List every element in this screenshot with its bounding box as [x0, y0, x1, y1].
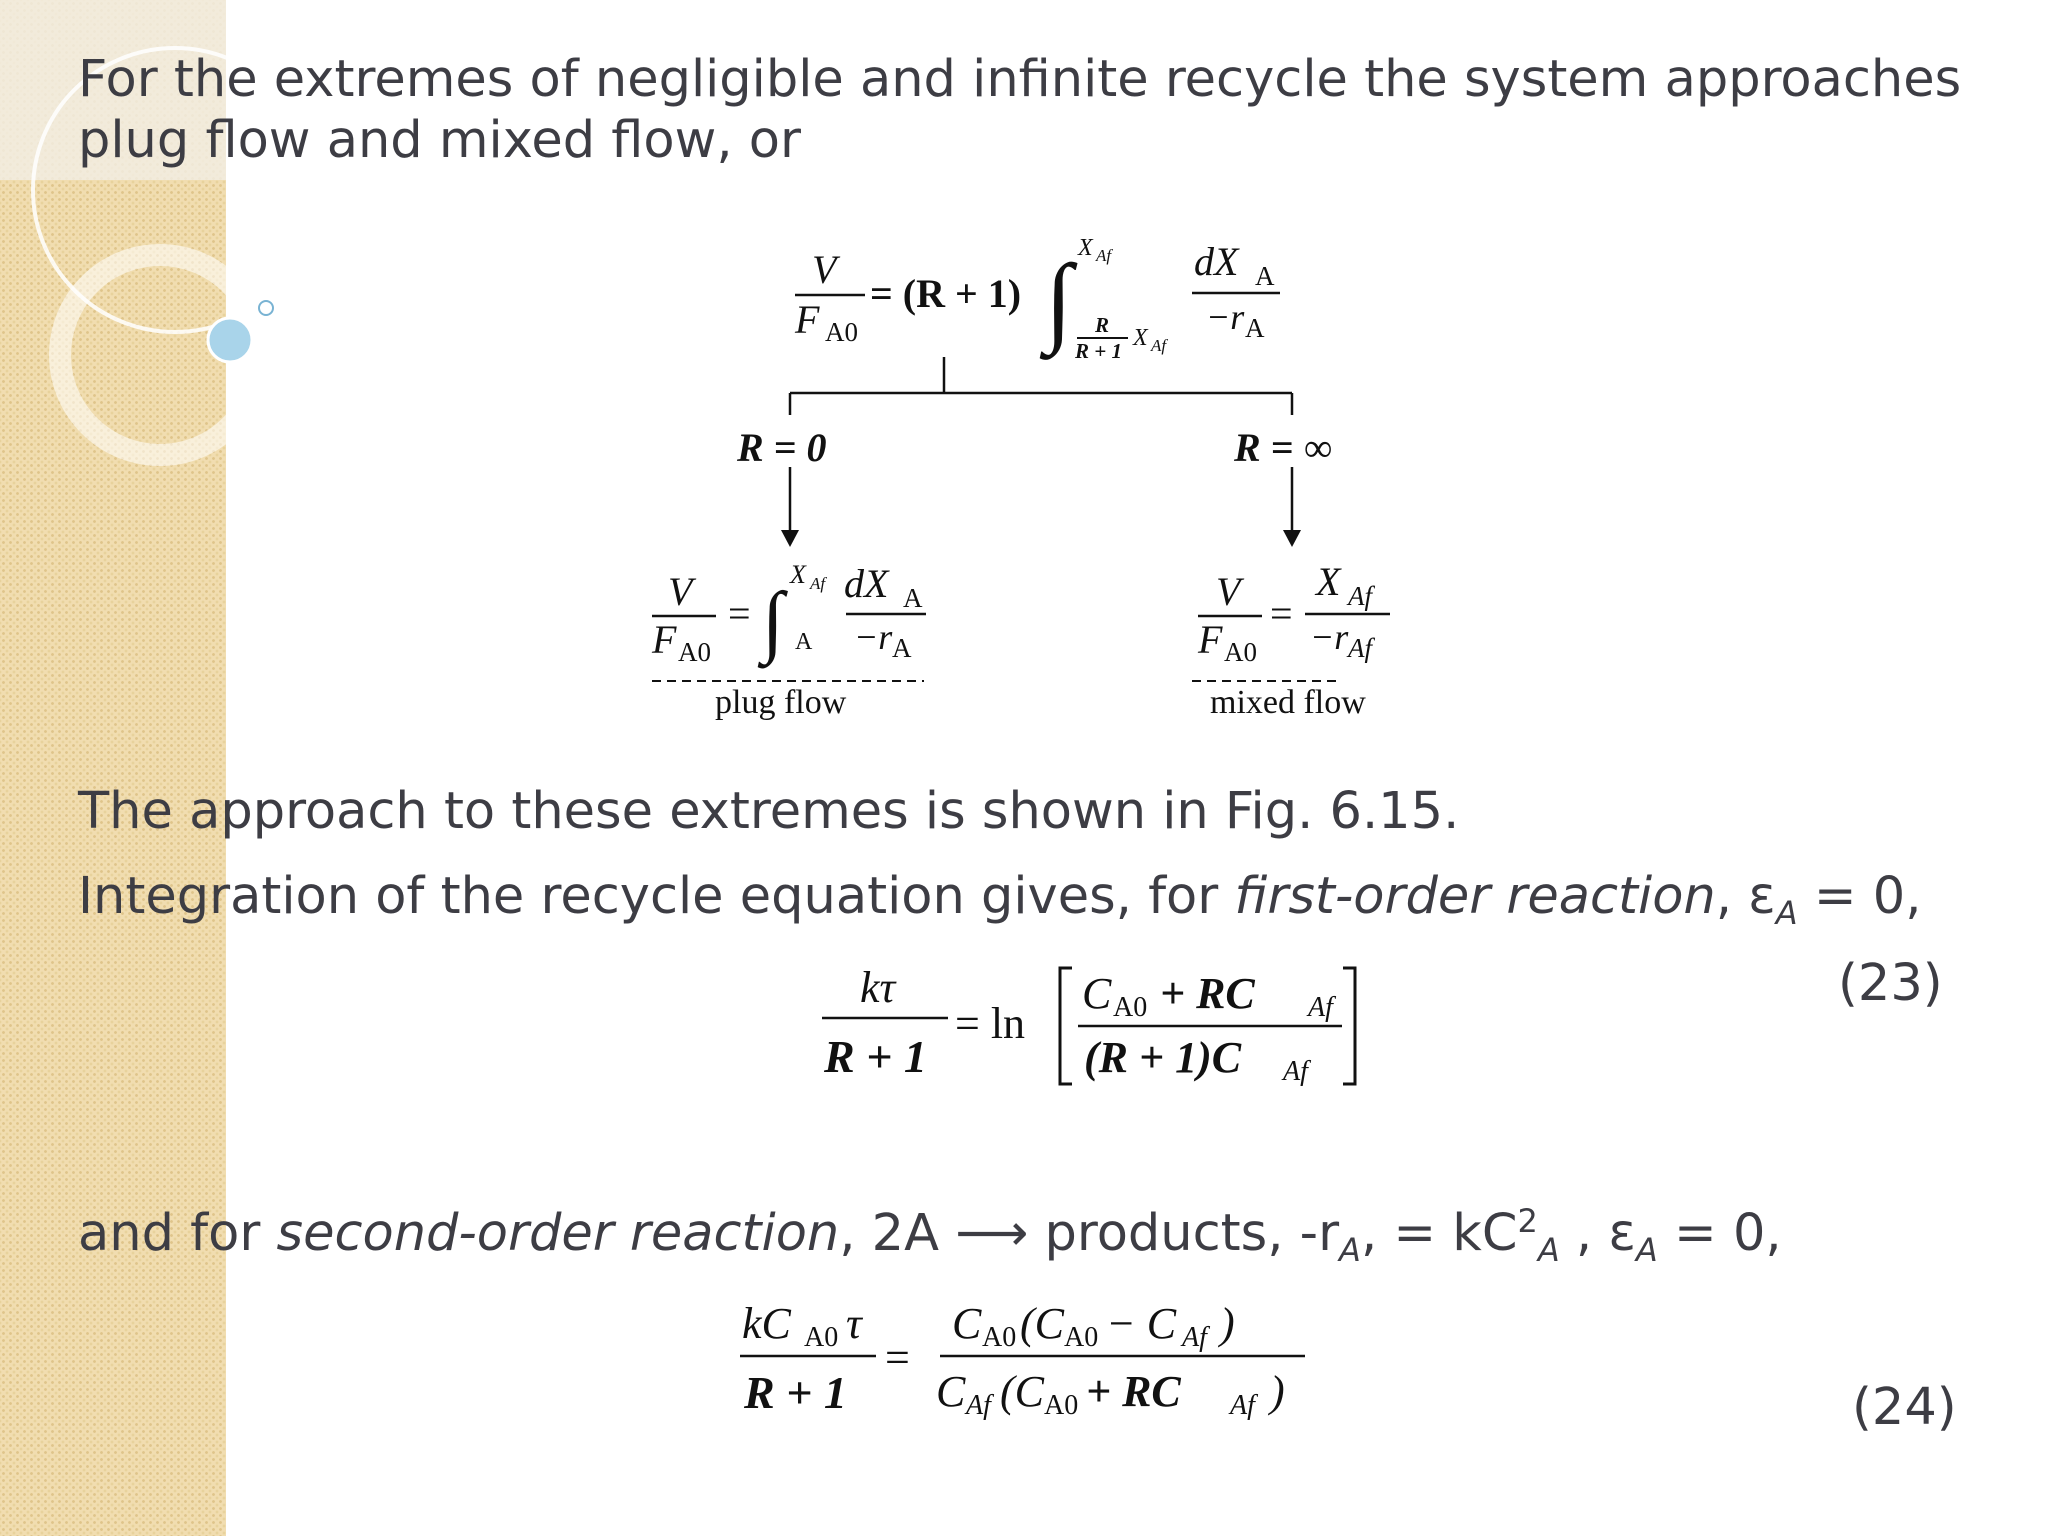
right-equals: =: [1270, 591, 1293, 636]
branch-lines: [781, 357, 1301, 547]
eq23-num-plus: + RC: [1160, 969, 1255, 1018]
eq24-rhs-num-sub3: Af: [1182, 1322, 1207, 1353]
left-integral-sign: ∫: [762, 577, 784, 665]
plug-flow-equation: [651, 560, 926, 721]
eq23-den-a: (R + 1)C: [1084, 1033, 1242, 1082]
plug-flow-label: plug flow: [715, 684, 847, 721]
integral-sign: ∫: [1045, 244, 1073, 355]
eq24-rhs-num-end: ): [1220, 1299, 1235, 1348]
recycle-diagram: [600, 225, 1600, 725]
top-lhs-den: F: [795, 297, 820, 342]
eq24-rhs-num-sub1: A0: [982, 1322, 1017, 1353]
eq24-lhs-num: kC: [742, 1299, 791, 1348]
eq24-rhs-num-sub2: A0: [1064, 1322, 1099, 1353]
left-int-num: dX: [844, 561, 889, 606]
second-order-prefix: and for: [78, 1204, 277, 1263]
left-arrowhead-icon: [781, 530, 799, 547]
eq24-rhs-den-end: ): [1270, 1367, 1285, 1416]
second-order-mid2: , = kC: [1360, 1204, 1518, 1263]
first-order-line: [78, 867, 1922, 933]
eq24-lhs-num-sub: A0: [804, 1322, 839, 1353]
first-order-suffix: , ε: [1715, 867, 1776, 926]
top-upper-limit: X: [1078, 235, 1093, 261]
eq24-equals: =: [885, 1333, 910, 1382]
left-lhs-num: V: [668, 569, 693, 614]
first-order-sub: A: [1775, 894, 1798, 933]
second-order-line: [78, 1202, 1782, 1270]
left-condition: R = 0: [737, 425, 827, 470]
second-order-sub2: A: [1537, 1231, 1560, 1270]
eq23-den-a-sub: Af: [1283, 1056, 1308, 1087]
left-upper-limit: X: [790, 560, 806, 589]
right-lhs-den-sub: A0: [1224, 637, 1257, 667]
second-order-end: = 0,: [1657, 1204, 1782, 1263]
right-rhs-den-sub: Af: [1348, 633, 1372, 663]
top-upper-limit-sub: Af: [1096, 246, 1112, 265]
second-order-sub3: A: [1635, 1231, 1658, 1270]
eq24-rhs-num-mid: (C: [1020, 1299, 1064, 1348]
eq23-ln: = ln: [955, 999, 1026, 1048]
second-order-sub1: A: [1339, 1231, 1361, 1270]
left-int-den: −r: [854, 617, 893, 657]
eq23-num-a: C: [1082, 969, 1112, 1018]
first-order-end: = 0,: [1797, 867, 1922, 926]
top-lhs-den-sub: A0: [825, 317, 858, 347]
right-rhs-num: X: [1316, 559, 1341, 604]
left-lhs-den: F: [652, 617, 677, 662]
second-order-mid3: , ε: [1559, 1204, 1636, 1263]
top-lower-den: R + 1: [1075, 339, 1122, 363]
left-lhs-den-sub: A0: [678, 637, 711, 667]
intro-line-2: plug flow and mixed flow, or: [78, 111, 801, 170]
second-order-italic: second-order reaction: [276, 1204, 840, 1263]
eq24-rhs-den-plus: + RC: [1086, 1367, 1181, 1416]
top-lower-num: R: [1095, 313, 1110, 337]
top-int-num: dX: [1194, 239, 1239, 284]
eq24-rhs-den-sub3: Af: [1230, 1390, 1255, 1421]
equation-23-number: (23): [1838, 954, 1943, 1013]
second-order-mid: , 2A ⟶ products, -r: [839, 1204, 1340, 1263]
top-factor: = (R + 1): [870, 271, 1022, 316]
right-rhs-num-sub: Af: [1348, 581, 1372, 611]
top-equation: [794, 235, 1280, 363]
eq24-rhs-den-c: C: [936, 1367, 966, 1416]
eq23-lhs-num: kτ: [860, 963, 896, 1012]
eq23-num-a-sub: A0: [1113, 992, 1148, 1023]
right-condition: R = ∞: [1234, 425, 1332, 470]
eq24-rhs-num-c: C: [952, 1299, 982, 1348]
right-lhs-num: V: [1216, 569, 1241, 614]
bubble-icon: [208, 318, 252, 362]
top-lhs-num: V: [812, 247, 837, 292]
eq24-rhs-num-minus: − C: [1106, 1299, 1177, 1348]
eq24-rhs-den-sub1: Af: [966, 1390, 991, 1421]
top-int-den: −r: [1206, 297, 1245, 337]
equation-23: [800, 950, 1420, 1100]
small-bubble-icon: [259, 301, 273, 315]
left-int-den-sub: A: [892, 633, 912, 663]
intro-line-1: For the extremes of negligible and infinite recycle the system approaches: [78, 50, 1962, 109]
mixed-flow-equation: [1192, 559, 1390, 721]
eq23-left-bracket: [1060, 968, 1072, 1084]
equation-24-number: (24): [1852, 1378, 1957, 1437]
top-lower-var-sub: Af: [1151, 336, 1167, 355]
approach-text: The approach to these extremes is shown in Fig. 6.15.: [78, 782, 1460, 841]
eq24-lhs-num-tau: τ: [846, 1299, 862, 1348]
left-equals: =: [728, 591, 751, 636]
top-int-num-sub: A: [1255, 261, 1275, 291]
eq23-num-b-sub: Af: [1308, 992, 1333, 1023]
first-order-prefix: Integration of the recycle equation gives, for: [78, 867, 1235, 926]
left-upper-limit-sub: Af: [810, 574, 826, 593]
equation-24: [730, 1290, 1370, 1440]
left-lower-limit: A: [795, 629, 813, 655]
eq23-lhs-den: R + 1: [824, 1031, 927, 1082]
eq24-rhs-den-mid: (C: [1000, 1367, 1044, 1416]
right-rhs-den: −r: [1310, 617, 1349, 657]
eq24-rhs-den-sub2: A0: [1044, 1390, 1079, 1421]
top-int-den-sub: A: [1245, 313, 1265, 343]
right-lhs-den: F: [1198, 617, 1223, 662]
second-order-sup: 2: [1517, 1202, 1538, 1240]
left-int-num-sub: A: [903, 583, 923, 613]
top-lower-var: X: [1133, 325, 1148, 351]
first-order-italic: first-order reaction: [1234, 867, 1716, 926]
eq24-lhs-den: R + 1: [744, 1367, 847, 1418]
mixed-flow-label: mixed flow: [1210, 684, 1366, 721]
eq23-right-bracket: [1343, 968, 1355, 1084]
right-arrowhead-icon: [1283, 530, 1301, 547]
